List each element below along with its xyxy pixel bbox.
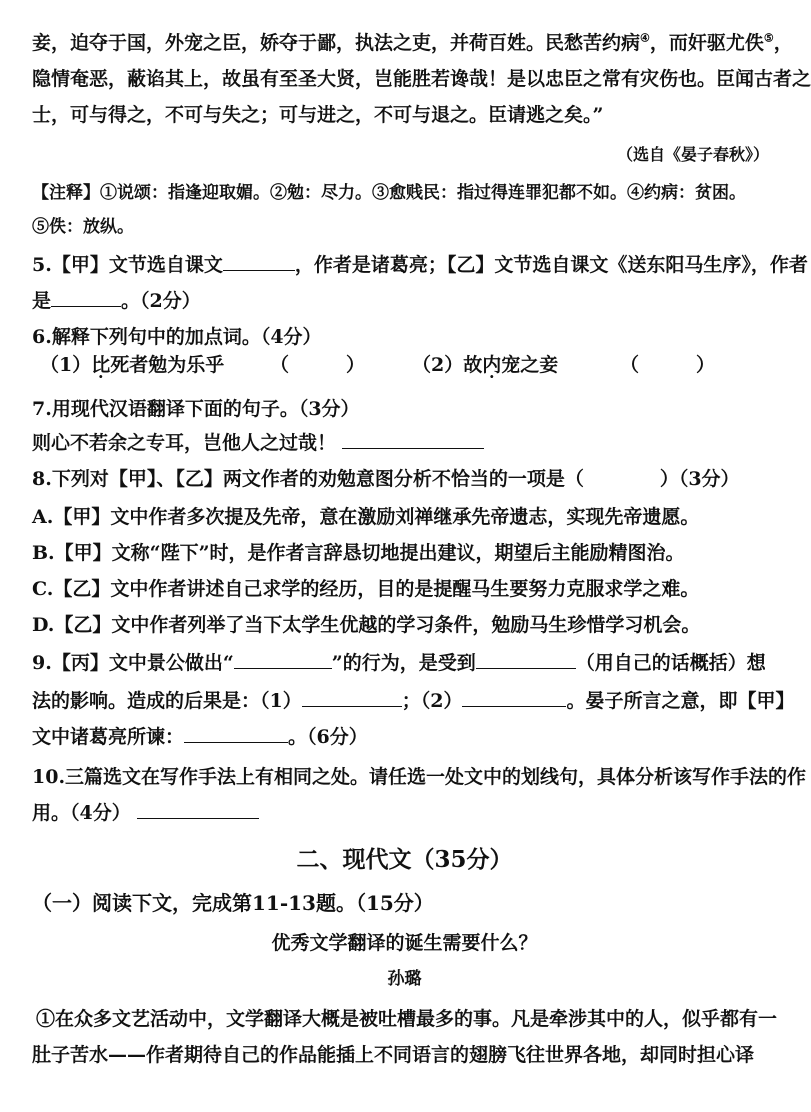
passage-text: ，而奸驱尤佚 [649, 32, 764, 54]
question-7-sentence: 则心不若余之专耳，岂他人之过哉！ [32, 430, 777, 456]
answer-blank[interactable] [302, 688, 402, 707]
article-para-1-line-1: ①在众多文艺活动中，文学翻译大概是被吐槽最多的事。凡是牵涉其中的人，似乎都有一 [36, 1008, 778, 1030]
note-marker: ⑤ [763, 31, 774, 45]
answer-blank[interactable] [462, 688, 566, 707]
notes-line-2: ⑤佚：放纵。 [32, 217, 134, 237]
dotted-word: 比 [91, 354, 111, 376]
article-title: 优秀文学翻译的诞生需要什么？ [271, 932, 538, 954]
part-heading: （一）阅读下文，完成第11-13题。（15分） [32, 891, 434, 915]
option-a[interactable]: A.【甲】文中作者多次提及先帝，意在激励刘禅继承先帝遗志，实现先帝遗愿。 [32, 506, 700, 528]
question-9-line-1: 9.【丙】文中景公做出“ ”的行为，是受到 （用自己的话概括）想 [32, 652, 766, 674]
section-title: 二、现代文（35分） [296, 846, 513, 873]
note-marker: ④ [640, 31, 650, 45]
answer-blank[interactable] [184, 724, 288, 743]
question-5-line-2: 是 。（2分） [32, 290, 201, 312]
option-b[interactable]: B.【甲】文称“陛下”时，是作者言辞恳切地提出建议，期望后主能励精图治。 [32, 542, 685, 564]
answer-blank[interactable] [137, 800, 259, 819]
question-5-line-1: 5.【甲】文节选自课文 ，作者是诸葛亮；【乙】文节选自课文《送东阳马生序》，作者 [32, 254, 808, 276]
passage-line-2: 隐情奄恶，蔽谄其上，故虽有至圣大贤，岂能胜若谗哉！是以忠臣之常有灾伤也。臣闻古者之 [32, 68, 811, 90]
answer-blank[interactable] [234, 650, 332, 669]
question-10-line-2: 用。（4分） [32, 800, 777, 826]
option-d[interactable]: D.【乙】文中作者列举了当下太学生优越的学习条件，勉励马生珍惜学习机会。 [32, 614, 701, 636]
answer-blank[interactable] [223, 252, 295, 271]
answer-bracket[interactable]: （ ） [620, 354, 716, 376]
question-6-item-2: （2）故内宠之妾 [412, 354, 559, 376]
question-6-items [32, 352, 777, 386]
passage-line-1 [32, 30, 793, 56]
question-9-line-3: 文中诸葛亮所谏： 。（6分） [32, 726, 368, 748]
passage-text: 妾，迫夺于国，外宠之臣，娇夺于鄙，执法之吏，并荷百姓。民愁苦约病 [32, 32, 641, 54]
question-7: 7.用现代汉语翻译下面的句子。（3分） [32, 398, 360, 420]
question-9-line-2: 法的影响。造成的后果是：（1） ；（2） 。晏子所言之意，即【甲】 [32, 690, 795, 712]
answer-blank[interactable] [51, 288, 121, 307]
question-6: 6.解释下列句中的加点词。（4分） [32, 326, 322, 348]
question-10-line-1: 10.三篇选文在写作手法上有相同之处。请任选一处文中的划线句，具体分析该写作手法的作 [32, 766, 807, 788]
source-citation: （选自《晏子春秋》） [616, 145, 769, 164]
option-c[interactable]: C.【乙】文中作者讲述自己求学的经历，目的是提醒马生要努力克服求学之难。 [32, 578, 700, 600]
passage-text: ， [773, 32, 793, 54]
article-author: 孙璐 [387, 969, 422, 989]
answer-blank[interactable] [342, 430, 484, 449]
passage-line-3: 士，可与得之，不可与失之；可与进之，不可与退之。臣请逃之矣。” [32, 104, 604, 126]
notes-line-1: 【注释】①说颂：指逢迎取媚。②勉：尽力。③愈贱民：指过得连罪犯都不如。④约病：贫困。 [32, 183, 746, 203]
article-para-1-line-2: 肚子苦水——作者期待自己的作品能插上不同语言的翅膀飞往世界各地，却同时担心译 [32, 1044, 755, 1066]
dotted-word: 内 [482, 354, 502, 376]
answer-bracket[interactable]: （ ） [270, 354, 366, 376]
question-6-item-1: （1）比死者勉为乐乎 [40, 354, 225, 376]
question-8: 8.下列对【甲】、【乙】两文作者的劝勉意图分析不恰当的一项是（ ）（3分） [32, 468, 740, 490]
answer-blank[interactable] [476, 650, 576, 669]
